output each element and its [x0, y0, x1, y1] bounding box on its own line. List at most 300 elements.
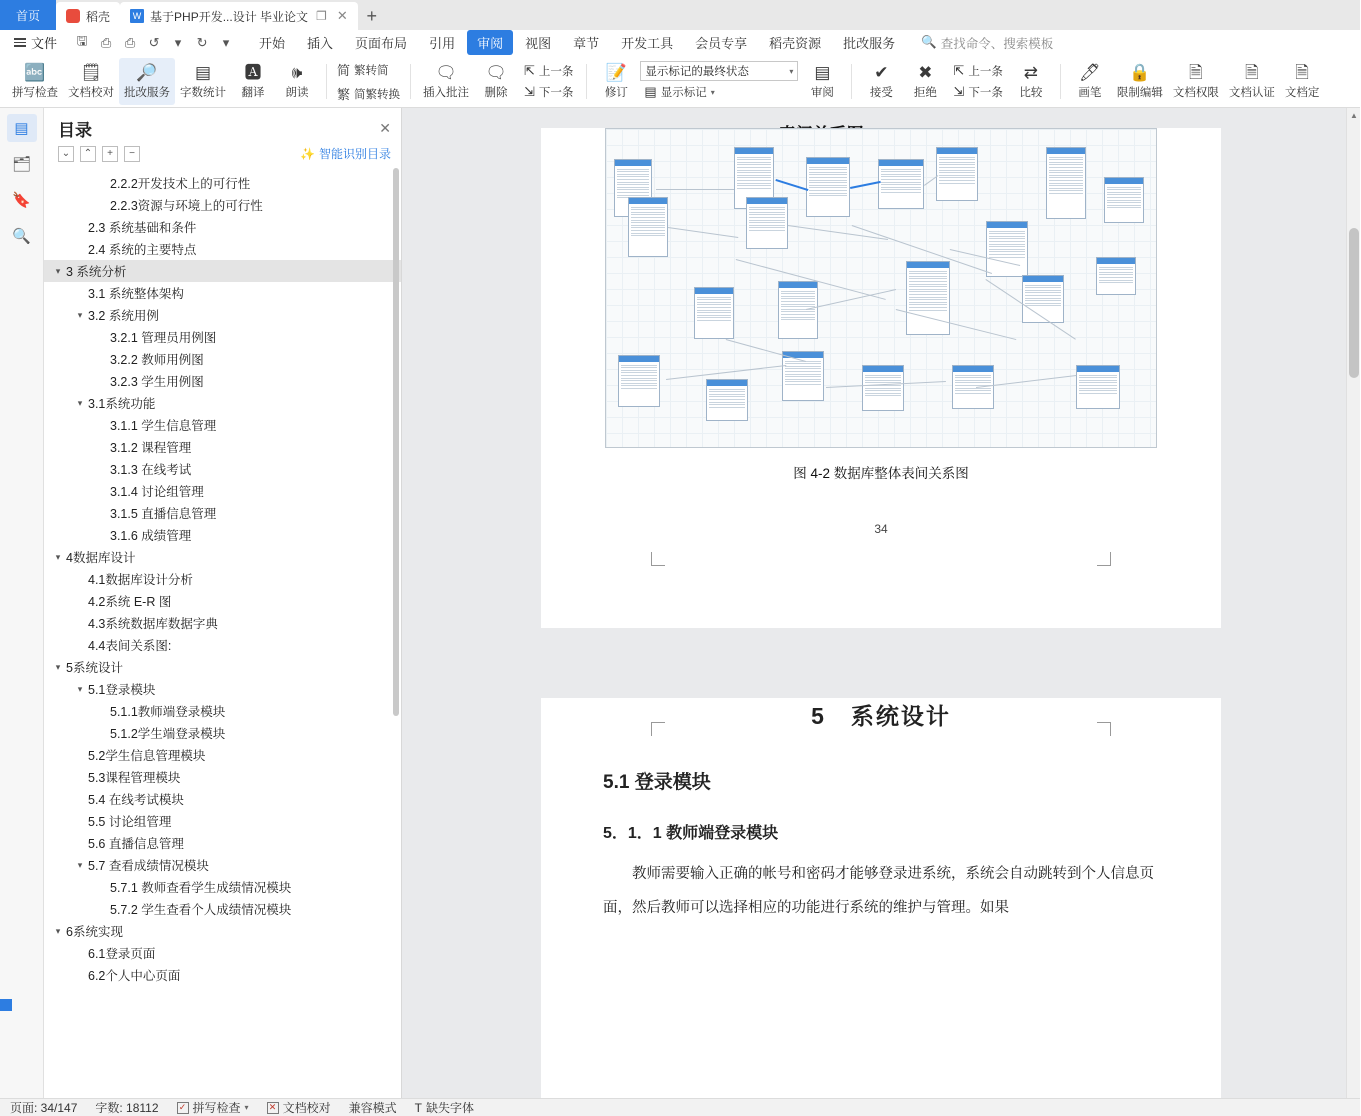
diagram-table-rows: [987, 228, 1027, 260]
doc-permission-button[interactable]: [1168, 58, 1224, 105]
delete-comment-button[interactable]: [474, 58, 518, 105]
diagram-table-rows: [629, 204, 667, 239]
chevron-down-icon: ▾: [789, 66, 794, 76]
toc-item[interactable]: [44, 172, 401, 194]
accept-label: 接受: [869, 87, 893, 99]
toc-item-label: 3.1.2 课程管理: [110, 441, 192, 455]
tab-chapter[interactable]: 章节: [573, 36, 600, 51]
ribbon-separator-4: [851, 64, 852, 99]
toc-item-label: 3.2.2 教师用例图: [110, 353, 204, 367]
diagram-table-box: [862, 365, 904, 411]
close-icon[interactable]: ✕: [379, 120, 391, 136]
toc-item[interactable]: [44, 766, 401, 788]
ribbon-separator-2: [410, 64, 411, 99]
toc-item-label: 6系统实现: [66, 925, 123, 939]
tab-document[interactable]: [120, 2, 358, 30]
bookmark-icon[interactable]: 🔖: [12, 192, 31, 209]
search-icon: 🔍: [921, 35, 937, 49]
diagram-table-rows: [1077, 372, 1119, 396]
pen-icon: 🖊: [1079, 63, 1101, 82]
compare-button[interactable]: [1009, 58, 1053, 105]
diagram-table-rows: [615, 166, 651, 201]
doc-lock-icon: 🗎: [1295, 63, 1309, 82]
prev-comment-button[interactable]: [520, 61, 577, 81]
toc-list[interactable]: [44, 168, 401, 1098]
doc-icon: W: [130, 9, 144, 23]
tab-home-label: 首页: [16, 8, 41, 23]
prev-change-button[interactable]: [949, 61, 1006, 81]
accept-icon: ✔: [874, 63, 889, 82]
trad-to-simp-button[interactable]: [333, 58, 404, 81]
compare-icon: ⇄: [1023, 63, 1038, 82]
ribbon-group-proofing: [4, 58, 322, 105]
toc-item-label: 6.2个人中心页面: [88, 969, 181, 983]
word-count-icon: ▤: [194, 63, 212, 82]
track-changes-label: 修订: [604, 87, 628, 99]
review-pane-button[interactable]: [800, 58, 844, 105]
translate-label: 翻译: [241, 87, 265, 99]
toc-item-label: 5.1.2学生端登录模块: [110, 727, 226, 741]
toc-item-label: 4数据库设计: [66, 551, 136, 565]
toc-item-label: 5.7.2 学生查看个人成绩情况模块: [110, 903, 292, 917]
outline-icon[interactable]: ▤: [7, 114, 37, 142]
document-area[interactable]: [402, 108, 1360, 1098]
toc-item[interactable]: [44, 436, 401, 458]
minus-icon[interactable]: −: [124, 146, 140, 162]
menu-bar: [0, 30, 1360, 56]
diagram-table-box: [1046, 147, 1086, 219]
accept-button[interactable]: [859, 58, 903, 105]
toc-item-label: 3.1系统功能: [88, 397, 156, 411]
prev-comment-label: 上一条: [538, 66, 574, 78]
toc-item[interactable]: [44, 964, 401, 986]
read-aloud-label: 朗读: [285, 87, 309, 99]
thumbnail-icon[interactable]: 🗂: [11, 156, 32, 173]
new-tab-button[interactable]: +: [366, 5, 377, 26]
correct-service-button[interactable]: [119, 58, 175, 105]
page-number: 34: [874, 522, 888, 536]
print-preview-icon[interactable]: ⎙: [124, 34, 136, 50]
ribbon: [0, 56, 1360, 108]
track-changes-button[interactable]: [594, 58, 638, 105]
toc-item[interactable]: [44, 700, 401, 722]
comment-nav-group: [518, 58, 579, 105]
toc-item-label: 3.1.4 讨论组管理: [110, 485, 204, 499]
diagram-table-rows: [747, 204, 787, 234]
toc-item-label: 5.7 查看成绩情况模块: [88, 859, 209, 873]
translate-button[interactable]: [231, 58, 275, 105]
diagram-table-box: [952, 365, 994, 409]
tab-view[interactable]: 视图: [525, 36, 552, 51]
toc-item[interactable]: [44, 260, 401, 282]
toc-expand-arrow-icon[interactable]: ▾: [77, 309, 83, 320]
chapter-title: 5 系统设计: [811, 703, 951, 729]
read-aloud-icon: 🕪: [291, 63, 303, 82]
diagram-table-box: [986, 221, 1028, 277]
toc-item-label: 5.2学生信息管理模块: [88, 749, 206, 763]
ribbon-tabs: [249, 30, 905, 55]
search-icon[interactable]: 🔍: [12, 228, 31, 245]
tab-docer[interactable]: [56, 2, 120, 30]
diagram-table-box: [1096, 257, 1136, 295]
toc-item[interactable]: [44, 876, 401, 898]
tab-docer-label: 稻壳: [86, 9, 111, 24]
review-pane-icon: ▤: [814, 63, 831, 82]
toc-expand-arrow-icon[interactable]: ▾: [55, 265, 61, 276]
toc-item-label: 5.4 在线考试模块: [88, 793, 184, 807]
markup-state-select[interactable]: [640, 61, 798, 81]
word-count-status: 字数: 18112: [95, 1101, 159, 1115]
next-comment-label: 下一条: [538, 87, 574, 99]
diagram-table-rows: [1097, 264, 1135, 286]
toc-item[interactable]: [44, 898, 401, 920]
spell-check-status-label: 拼写检查: [192, 1101, 241, 1115]
reject-button[interactable]: [903, 58, 947, 105]
doc-permission-label: 文档权限: [1172, 87, 1219, 99]
figure-caption: 图 4-2 数据库整体表间关系图: [793, 466, 969, 481]
toc-item[interactable]: [44, 238, 401, 260]
undo-caret-icon[interactable]: ▾: [174, 34, 182, 50]
translate-icon: 🅰: [244, 63, 262, 82]
tab-correction-service[interactable]: 批改服务: [843, 36, 896, 51]
toc-item-label: 2.2.2开发技术上的可行性: [110, 177, 251, 191]
simp-trad-convert-button[interactable]: [333, 82, 404, 105]
ribbon-separator-1: [326, 64, 327, 99]
toc-item[interactable]: [44, 414, 401, 436]
word-count-button[interactable]: [175, 58, 231, 105]
simp-trad-icon: 繁: [337, 87, 351, 102]
tab-developer[interactable]: 开发工具: [621, 36, 674, 51]
toc-item-label: 5系统设计: [66, 661, 123, 675]
toc-item-label: 5.1.1教师端登录模块: [110, 705, 226, 719]
toc-item[interactable]: [44, 194, 401, 216]
abc-check-icon: 🔤: [24, 63, 46, 82]
main-body: [0, 108, 1360, 1098]
scroll-up-icon[interactable]: ▲: [1350, 110, 1358, 120]
ribbon-separator-3: [586, 64, 587, 99]
document-page-35: [541, 698, 1221, 1098]
toc-expand-arrow-icon[interactable]: ▾: [55, 551, 61, 562]
toc-item-label: 3.2 系统用例: [88, 309, 159, 323]
diagram-table-rows: [1047, 154, 1085, 197]
spell-check-label: 拼写检查: [12, 87, 58, 99]
toc-item[interactable]: [44, 326, 401, 348]
show-markup-button[interactable]: [640, 82, 798, 102]
reject-label: 拒绝: [913, 87, 937, 99]
diagram-table-rows: [779, 288, 817, 323]
toc-item[interactable]: [44, 546, 401, 568]
toc-item-label: 3.1 系统整体架构: [88, 287, 184, 301]
diagram-table-rows: [1105, 184, 1143, 211]
pen-label: 画笔: [1078, 87, 1102, 99]
toc-item[interactable]: [44, 590, 401, 612]
tab-references[interactable]: 引用: [429, 36, 456, 51]
diagram-table-rows: [953, 372, 993, 396]
tab-document-label: 基于PHP开发...设计 毕业论文: [150, 9, 309, 24]
ribbon-group-comments: [415, 58, 582, 105]
toc-item[interactable]: [44, 656, 401, 678]
diagram-relation-line: [656, 189, 734, 190]
checkbox-x-icon[interactable]: ✕: [267, 1102, 279, 1114]
doc-certify-label: 文档认证: [1228, 87, 1275, 99]
page-content[interactable]: [541, 698, 1221, 925]
delete-comment-label: 删除: [484, 87, 508, 99]
ribbon-group-protect: [1065, 58, 1328, 105]
read-aloud-button[interactable]: [275, 58, 319, 105]
review-pane-label: 审阅: [810, 87, 834, 99]
diagram-table-rows: [1023, 282, 1063, 309]
restrict-edit-button[interactable]: [1112, 58, 1168, 105]
toc-item[interactable]: [44, 348, 401, 370]
toc-item[interactable]: [44, 458, 401, 480]
toc-item-label: 6.1登录页面: [88, 947, 156, 961]
toc-item-label: 5.1登录模块: [88, 683, 156, 697]
hamburger-icon: [14, 38, 26, 47]
document-scrollbar[interactable]: [1346, 108, 1360, 1098]
save-icon[interactable]: 🖫: [76, 32, 88, 48]
diagram-table-box: [618, 355, 660, 407]
document-page-34: [541, 128, 1221, 628]
diagram-table-rows: [937, 154, 977, 186]
pen-button[interactable]: [1068, 58, 1112, 105]
toc-item[interactable]: [44, 480, 401, 502]
tab-docer-resource[interactable]: 稻壳资源: [769, 36, 822, 51]
insert-comment-icon: 🗨: [435, 63, 457, 82]
toc-item-label: 3.1.3 在线考试: [110, 463, 192, 477]
section-title: 5.1 登录模块: [603, 772, 711, 793]
next-change-icon: ⇲: [953, 84, 965, 99]
toc-item-label: 3.2.1 管理员用例图: [110, 331, 217, 345]
font-icon: T: [414, 1100, 422, 1115]
markup-controls: [638, 58, 800, 105]
show-markup-label: 显示标记: [660, 87, 707, 99]
doc-proof-status[interactable]: [267, 1099, 331, 1116]
toc-title: 目录: [58, 121, 92, 140]
delete-comment-icon: 🗨: [485, 63, 507, 82]
smart-toc-button[interactable]: [300, 145, 391, 162]
diagram-table-rows: [879, 166, 923, 196]
diagram-table-box: [936, 147, 978, 201]
tab-home[interactable]: [0, 0, 56, 30]
toc-expand-arrow-icon[interactable]: ▾: [77, 397, 83, 408]
toc-item-label: 3.2.3 学生用例图: [110, 375, 204, 389]
change-nav-group: [947, 58, 1008, 105]
next-comment-icon: ⇲: [524, 84, 535, 99]
prev-change-label: 上一条: [968, 66, 1003, 78]
show-markup-icon: ▤: [644, 84, 657, 99]
chevron-down-icon-2: ▾: [710, 87, 715, 97]
toc-item-label: 2.4 系统的主要特点: [88, 243, 197, 257]
diagram-table-box: [628, 197, 668, 257]
figure-er-diagram: [605, 128, 1157, 448]
toc-item-label: 5.6 直播信息管理: [88, 837, 184, 851]
diagram-table-box: [746, 197, 788, 249]
compare-label: 比较: [1019, 87, 1043, 99]
ribbon-group-conversion: [331, 58, 406, 105]
toc-item[interactable]: [44, 678, 401, 700]
doc-lock-button[interactable]: [1280, 58, 1325, 105]
diagram-table-box: [906, 261, 950, 335]
toc-expand-arrow-icon[interactable]: ▾: [55, 661, 61, 672]
toc-item-label: 3.1.5 直播信息管理: [110, 507, 217, 521]
tab-insert[interactable]: 插入: [307, 36, 334, 51]
quick-access-toolbar: [71, 32, 237, 54]
tab-bar: [0, 0, 1360, 30]
correct-service-icon: 🔎: [136, 63, 158, 82]
scrollbar-thumb[interactable]: [1349, 228, 1359, 378]
toc-item-label: 2.2.3资源与环境上的可行性: [110, 199, 263, 213]
diagram-table-box: [694, 287, 734, 339]
toc-item[interactable]: [44, 854, 401, 876]
toc-header: [44, 108, 401, 143]
toc-expand-arrow-icon[interactable]: ▾: [77, 859, 83, 870]
toc-item[interactable]: [44, 568, 401, 590]
crop-mark-tr-2: [1097, 722, 1111, 736]
toc-item-label: 5.3课程管理模块: [88, 771, 181, 785]
track-changes-icon: 📝: [605, 63, 627, 82]
tab-review[interactable]: 审阅: [467, 30, 513, 55]
page-gap: [402, 628, 1360, 642]
toc-item-label: 5.5 讨论组管理: [88, 815, 172, 829]
prev-comment-icon: ⇱: [524, 63, 535, 78]
doc-proof-icon: 🗒: [80, 63, 102, 82]
print-icon[interactable]: ⎙: [100, 34, 112, 50]
chevron-down-icon-3[interactable]: ▾: [244, 1103, 249, 1112]
toc-item[interactable]: [44, 832, 401, 854]
file-menu-label: 文件: [31, 36, 58, 51]
toc-item[interactable]: [44, 524, 401, 546]
toc-item[interactable]: [44, 502, 401, 524]
doc-proof-status-label: 文档校对: [282, 1101, 331, 1115]
diagram-table-box: [1076, 365, 1120, 409]
command-search[interactable]: [921, 34, 1053, 52]
spell-check-status[interactable]: [177, 1099, 249, 1116]
toc-item[interactable]: [44, 744, 401, 766]
subsection-title: 5．1．1 教师端登录模块: [603, 825, 779, 842]
toc-item[interactable]: [44, 370, 401, 392]
command-search-placeholder: 查找命令、搜索模板: [940, 36, 1054, 51]
missing-font-label: 缺失字体: [425, 1101, 474, 1115]
toc-panel: [44, 108, 402, 1098]
toc-item[interactable]: [44, 304, 401, 326]
diagram-table-box: [782, 351, 824, 401]
crop-mark-tl-2: [651, 722, 665, 736]
reject-icon: ✖: [918, 63, 933, 82]
doc-lock-label: 文档定: [1284, 87, 1320, 99]
expand-icon[interactable]: ⌃: [80, 146, 96, 162]
restrict-edit-icon: 🔒: [1129, 63, 1151, 82]
toc-item-label: 4.3系统数据库数据字典: [88, 617, 218, 631]
restrict-edit-label: 限制编辑: [1116, 87, 1163, 99]
plus-icon[interactable]: +: [102, 146, 118, 162]
status-bar: [0, 1098, 1360, 1116]
toc-expand-arrow-icon[interactable]: ▾: [55, 925, 61, 936]
toc-item[interactable]: [44, 282, 401, 304]
doc-proof-button[interactable]: [63, 58, 119, 105]
tab-member[interactable]: 会员专享: [695, 36, 748, 51]
ribbon-group-tracking: [591, 58, 847, 105]
tab-restore-icon[interactable]: ❐: [316, 9, 327, 23]
redo-icon[interactable]: ↻: [196, 34, 208, 50]
toc-item-label: 4.4表间关系图:: [88, 639, 172, 653]
simp-trad-label: 简繁转换: [354, 88, 401, 101]
crop-mark-bl: [651, 552, 665, 566]
doc-proof-label: 文档校对: [68, 87, 114, 99]
toc-expand-arrow-icon[interactable]: ▾: [77, 683, 83, 694]
toc-item-label: 3.1.1 学生信息管理: [110, 419, 217, 433]
diagram-table-box: [1022, 275, 1064, 323]
toc-item[interactable]: [44, 392, 401, 414]
smart-icon: ✨: [300, 146, 315, 161]
toc-item[interactable]: [44, 634, 401, 656]
diagram-table-box: [778, 281, 818, 339]
toc-scrollbar-thumb[interactable]: [393, 168, 399, 716]
seed-icon: [66, 9, 80, 23]
tab-close-icon[interactable]: ✕: [336, 8, 348, 23]
diagram-table-rows: [735, 154, 773, 191]
crop-mark-br: [1097, 552, 1111, 566]
next-change-button[interactable]: [949, 82, 1006, 102]
markup-state-value: 显示标记的最终状态: [645, 66, 749, 78]
undo-icon[interactable]: ↺: [148, 34, 160, 50]
diagram-table-box: [878, 159, 924, 209]
diagram-table-rows: [707, 386, 747, 410]
trad-to-simp-icon: 简: [337, 63, 351, 78]
left-rail: [0, 108, 44, 1098]
redo-caret-icon[interactable]: ▾: [222, 34, 230, 50]
toc-toolbar: [44, 143, 401, 168]
compat-mode-status: 兼容模式: [348, 1101, 397, 1115]
doc-certify-button[interactable]: [1224, 58, 1280, 105]
spell-check-button[interactable]: [7, 58, 63, 105]
diagram-table-box: [806, 157, 850, 217]
diagram-table-rows: [695, 294, 733, 324]
next-comment-button[interactable]: [520, 82, 577, 102]
page-info: 页面: 34/147: [10, 1101, 78, 1115]
prev-change-icon: ⇱: [953, 63, 965, 78]
tab-page-layout[interactable]: 页面布局: [355, 36, 408, 51]
checkbox-icon[interactable]: ✓: [177, 1102, 189, 1114]
toc-item[interactable]: [44, 942, 401, 964]
diagram-table-rows: [907, 268, 949, 313]
toc-item[interactable]: [44, 722, 401, 744]
toc-item[interactable]: [44, 612, 401, 634]
collapse-icon[interactable]: ⌄: [58, 146, 74, 162]
next-change-label: 下一条: [968, 87, 1003, 99]
missing-font-status[interactable]: [415, 1099, 474, 1116]
diagram-table-rows: [619, 362, 659, 392]
insert-comment-label: 插入批注: [423, 87, 470, 99]
doc-permission-icon: 🗎: [1188, 63, 1203, 82]
smart-toc-label: 智能识别目录: [318, 147, 391, 161]
diagram-table-box: [706, 379, 748, 421]
resize-marker: [0, 999, 12, 1011]
toc-item[interactable]: [44, 920, 401, 942]
tab-start[interactable]: 开始: [259, 36, 286, 51]
trad-to-simp-label: 繁转简: [354, 64, 389, 77]
doc-certify-icon: 🗎: [1244, 63, 1259, 82]
toc-item-label: 3 系统分析: [66, 265, 127, 279]
word-count-label: 字数统计: [180, 87, 226, 99]
toc-item-label: 4.2系统 E-R 图: [88, 595, 172, 609]
insert-comment-button[interactable]: [418, 58, 474, 105]
diagram-table-rows: [783, 358, 823, 388]
toc-item[interactable]: [44, 810, 401, 832]
ribbon-group-changes: [856, 58, 1055, 105]
file-menu-button[interactable]: [6, 30, 65, 55]
toc-item[interactable]: [44, 216, 401, 238]
toc-item[interactable]: [44, 788, 401, 810]
